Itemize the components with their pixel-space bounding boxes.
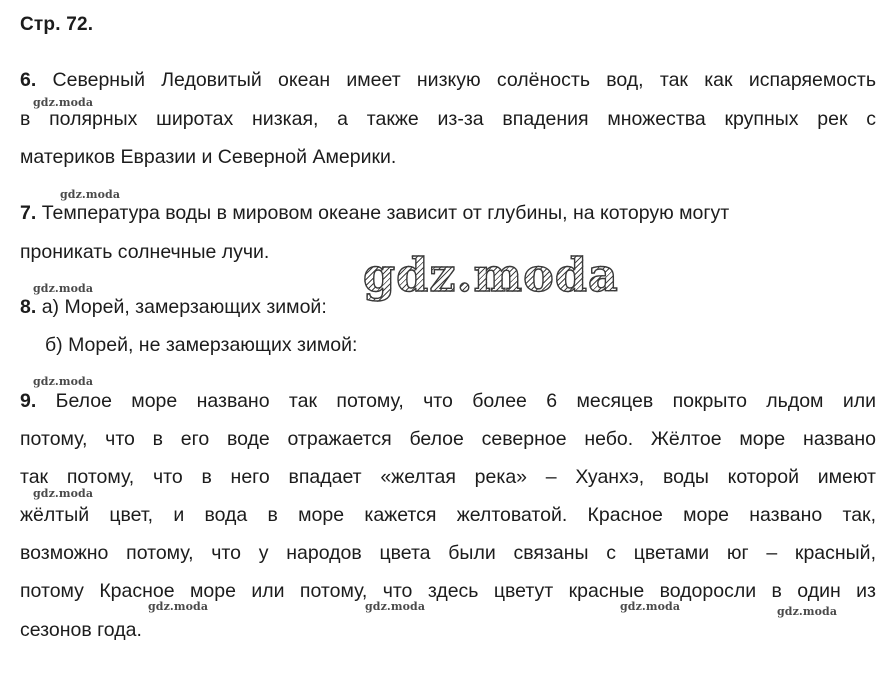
watermark-small: gdz.moda <box>148 600 209 613</box>
answer-8-line-1 <box>20 295 327 319</box>
answer-8-line-2: б) Морей, не замерзающих зимой: <box>45 334 358 356</box>
watermark-small: gdz.moda <box>365 600 426 613</box>
watermark-small: gdz.moda <box>33 375 94 388</box>
answer-7-line-1 <box>20 201 729 225</box>
answer-6-line-2: в полярных широтах низкая, а также из-за впадения множества крупных рек с <box>20 108 876 130</box>
answer-9-text-1: Белое море названо так потому, что более 6 месяцев покрыто льдом или <box>55 390 876 412</box>
answer-6-line-3: материков Евразии и Северной Америки. <box>20 146 397 168</box>
answer-9-line-1 <box>20 389 876 413</box>
page-number-heading: Стр. 72. <box>20 14 94 35</box>
answer-9-line-2: потому, что в его воде отражается белое северное небо. Жёлтое море названо <box>20 428 876 450</box>
watermark-small: gdz.moda <box>33 282 94 295</box>
answer-9-line-4: жёлтый цвет, и вода в море кажется желтоватой. Красное море названо так, <box>20 504 876 526</box>
answer-8-text-1: а) Морей, замерзающих зимой: <box>41 296 327 318</box>
answer-9-line-5: возможно потому, что у народов цвета были связаны с цветами юг – красный, <box>20 542 876 564</box>
watermark-small: gdz.moda <box>620 600 681 613</box>
answer-8-number: 8. <box>20 296 37 318</box>
answer-7-line-2: проникать солнечные лучи. <box>20 241 270 263</box>
watermark-small: gdz.moda <box>33 96 94 109</box>
answer-6-number: 6. <box>20 69 37 91</box>
watermark-small: gdz.moda <box>33 487 94 500</box>
answer-7-text-1: Температура воды в мировом океане зависит от глубины, на которую могут <box>41 202 730 224</box>
answer-9-number: 9. <box>20 390 37 412</box>
answer-9-line-6: потому Красное море или потому, что здесь цветут красные водоросли в один из <box>20 580 876 602</box>
answer-6-text-1: Северный Ледовитый океан имеет низкую солёность вод, так как испаряемость <box>52 69 876 91</box>
answer-7-number: 7. <box>20 202 37 224</box>
answer-6-line-1 <box>20 68 876 92</box>
watermark-small: gdz.moda <box>777 605 838 618</box>
answer-9-line-3: так потому, что в него впадает «желтая река» – Хуанхэ, воды которой имеют <box>20 466 876 488</box>
watermark-large: gdz.moda <box>363 248 619 302</box>
watermark-small: gdz.moda <box>60 188 121 201</box>
answer-9-line-7: сезонов года. <box>20 619 142 641</box>
